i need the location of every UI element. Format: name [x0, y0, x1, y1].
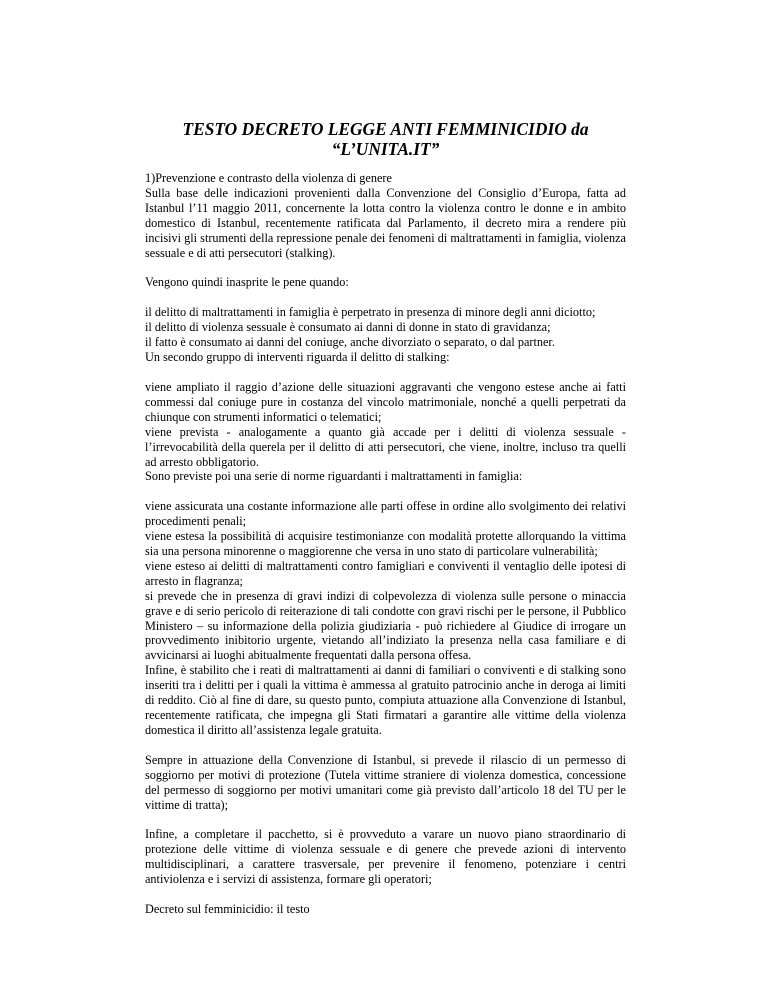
document-title	[145, 119, 626, 159]
penalties-lead: Vengono quindi inasprite le pene quando:	[145, 275, 349, 290]
title-line-1: TESTO DECRETO LEGGE ANTI FEMMINICIDIO da	[182, 119, 589, 139]
legal-aid-paragraph: Infine, è stabilito che i reati di maltrattamenti ai danni di familiari o conviventi e di stalking sono inseriti tra i delitti per i quali la vittima è ammessa al gratuito patrocinio anche in deroga ai limiti di reddito. Ciò al fine di dare, su questo punto, compiuta attuazione alla Convenzione di Istanbul, recentemente ratificata, che impegna gli Stati firmatari a garantire alle vittime della violenza domestica il diritto all’assistenza legale gratuita.	[145, 663, 626, 737]
stalking-item: viene ampliato il raggio d’azione delle situazioni aggravanti che vengono estese anche ai fatti commessi dal coniuge pure in costanza del vincolo matrimoniale, nonché a quelli perpetrati da chiunque con strumenti informatici o telematici;	[145, 379, 626, 424]
penalty-item: il delitto di maltrattamenti in famiglia è perpetrato in presenza di minore degli anni diciotto;	[145, 305, 596, 320]
maltreatment-item: si prevede che in presenza di gravi indizi di colpevolezza di violenza sulle persone o minaccia grave e di serio pericolo di reiterazione di tali condotte con gravi rischi per le persone, il Pubblico Ministero – su informazione della polizia giudiziaria - può richiedere al Giudice di irrogare un provvedimento inibitorio urgente, vietando all’indiziato la presenza nella casa familiare e di avvicinarsi ai luoghi abitualmente frequentati dalla persona offesa.	[145, 588, 626, 663]
title-line-2: “L’UNITA.IT”	[331, 139, 440, 159]
intro-paragraph: Sulla base delle indicazioni provenienti dalla Convenzione del Consiglio d’Europa, fatta ad Istanbul l’11 maggio 2011, concernente la lotta contro la violenza contro le donne e in ambito domestico di Istanbul, recentemente ratificata dal Parlamento, il decreto mira a rendere più incisivi gli strumenti della repressione penale dei fenomeni di maltrattamenti in famiglia, violenza sessuale e di atti persecutori (stalking).	[145, 185, 626, 260]
protection-plan-paragraph: Infine, a completare il pacchetto, si è provveduto a varare un nuovo piano straordinario di protezione delle vittime di violenza sessuale e di genere che prevede azioni di intervento multidisciplinari, a carattere trasversale, per prevenire il fenomeno, potenziare i centri antiviolenza e i servizi di assistenza, formare gli operatori;	[145, 827, 626, 887]
document-page	[145, 119, 626, 917]
penalty-item: il fatto è consumato ai danni del coniuge, anche divorziato o separato, o dal partner.	[145, 335, 555, 350]
penalty-item: il delitto di violenza sessuale è consumato ai danni di donne in stato di gravidanza;	[145, 320, 551, 335]
maltreatment-lead: Sono previste poi una serie di norme riguardanti i maltrattamenti in famiglia:	[145, 469, 523, 484]
document-body	[145, 171, 626, 917]
maltreatment-item: viene esteso ai delitti di maltrattamenti contro famigliari e conviventi il ventaglio delle ipotesi di arresto in flagranza;	[145, 558, 626, 588]
maltreatment-item: viene assicurata una costante informazione alle parti offese in ordine allo svolgimento dei relativi procedimenti penali;	[145, 499, 626, 529]
maltreatment-item: viene estesa la possibilità di acquisire testimonianze con modalità protette allorquando la vittima sia una persona minorenne o maggiorenne che versa in uno stato di particolare vulnerabilità;	[145, 529, 626, 559]
stalking-lead: Un secondo gruppo di interventi riguarda il delitto di stalking:	[145, 350, 450, 365]
closing-line: Decreto sul femminicidio: il testo	[145, 902, 310, 917]
residence-permit-paragraph: Sempre in attuazione della Convenzione di Istanbul, si prevede il rilascio di un permesso di soggiorno per motivi di protezione (Tutela vittime straniere di violenza domestica, concessione del permesso di soggiorno per motivi umanitari come già previsto dall’articolo 18 del TU per le vittime di tratta);	[145, 752, 626, 812]
section-heading: 1)Prevenzione e contrasto della violenza di genere	[145, 171, 392, 185]
stalking-item: viene prevista - analogamente a quanto già accade per i delitti di violenza sessuale - l’irrevocabilità della querela per il delitto di atti persecutori, che viene, inoltre, incluso tra quelli ad arresto obbligatorio.	[145, 424, 626, 469]
